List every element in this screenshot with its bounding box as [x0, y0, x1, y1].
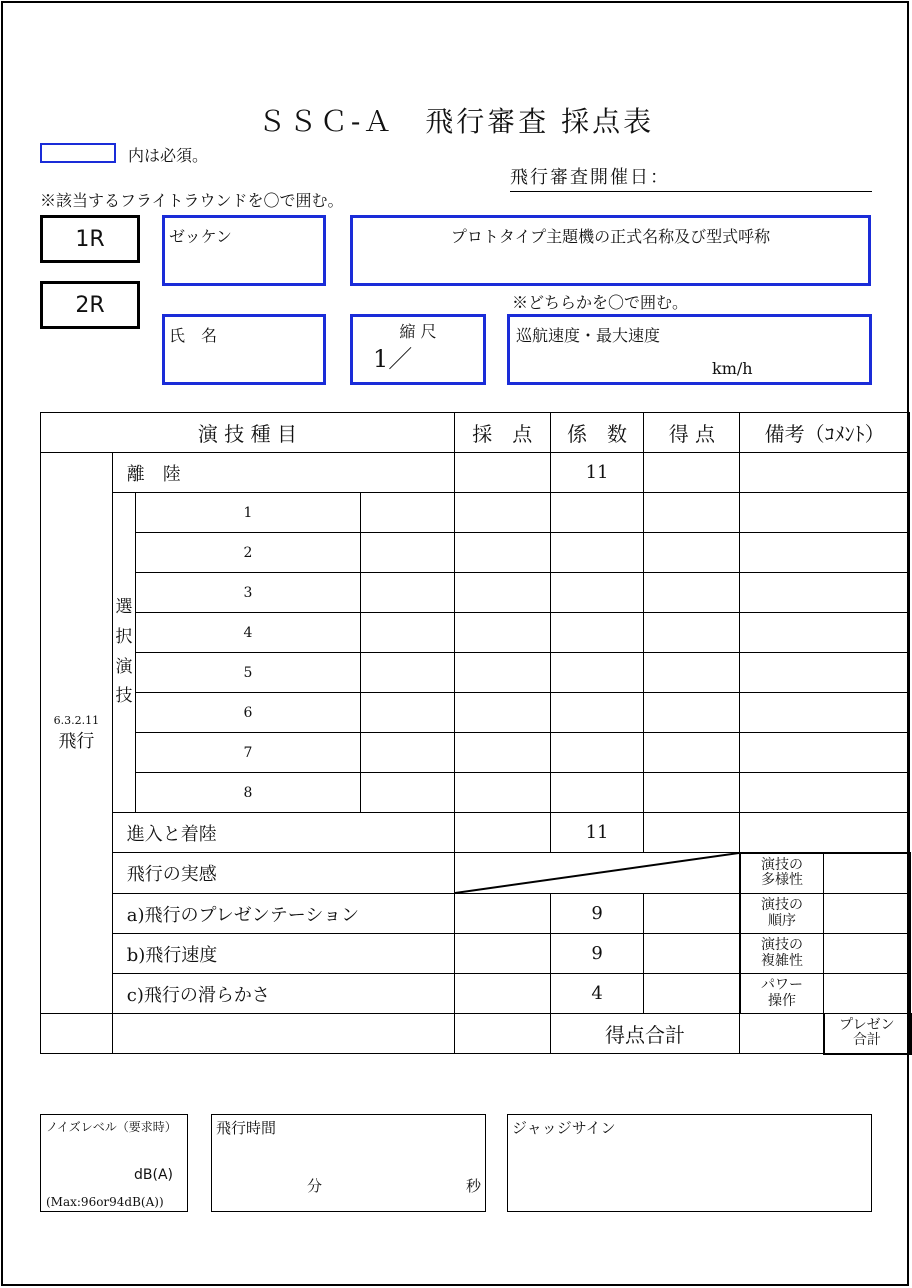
prototype-name-field[interactable] [350, 215, 871, 286]
round-note: ※該当するフライトラウンドを〇で囲む。 [40, 191, 344, 210]
optional-number: 6 [136, 693, 360, 733]
optional-points[interactable] [644, 533, 740, 573]
optional-coef[interactable] [550, 693, 644, 733]
row-landing [41, 813, 912, 853]
optional-name[interactable] [360, 533, 454, 573]
section-cell [41, 453, 113, 1014]
optional-points[interactable] [644, 733, 740, 773]
order-score[interactable] [824, 894, 910, 934]
optional-number: 2 [136, 533, 360, 573]
sub-item-score[interactable] [454, 894, 550, 934]
row-sub-b [41, 934, 912, 974]
optional-coef[interactable] [550, 573, 644, 613]
speed-label: 巡航速度・最大速度 [516, 326, 661, 345]
header-event: 演 技 種 目 [41, 413, 455, 453]
sub-item-score[interactable] [454, 934, 550, 974]
judge-sign-label: ジャッジサイン [512, 1119, 616, 1137]
optional-remark[interactable] [740, 493, 910, 533]
row-optional-4 [41, 613, 912, 653]
choose-note: ※どちらかを〇で囲む。 [512, 293, 689, 312]
total-blank [454, 1014, 550, 1054]
row-optional-3 [41, 573, 912, 613]
speed-unit: km/h [712, 359, 753, 378]
row-realism [41, 853, 912, 894]
variety-label: 演技の 多様性 [740, 853, 824, 894]
row-sub-c [41, 974, 912, 1014]
order-label: 演技の 順序 [740, 894, 824, 934]
optional-points[interactable] [644, 613, 740, 653]
optional-coef[interactable] [550, 653, 644, 693]
noise-field[interactable] [40, 1114, 188, 1212]
row-optional-1 [41, 493, 912, 533]
sub-item-label: a)飛行のプレゼンテーション [112, 894, 454, 934]
scale-field[interactable] [350, 314, 486, 385]
optional-score[interactable] [454, 613, 550, 653]
header-remarks: 備考（ｺﾒﾝﾄ） [740, 413, 910, 453]
flight-time-label: 飛行時間 [216, 1119, 277, 1137]
landing-coef: 11 [550, 813, 644, 853]
optional-points[interactable] [644, 573, 740, 613]
noise-label: ノイズレベル（要求時） [46, 1120, 177, 1134]
optional-number: 3 [136, 573, 360, 613]
scale-value: 1／ [373, 345, 413, 373]
optional-name[interactable] [360, 653, 454, 693]
optional-points[interactable] [644, 693, 740, 733]
noise-note: (Max:96or94dB(A)) [46, 1195, 164, 1209]
variety-score[interactable] [824, 853, 910, 894]
takeoff-coef: 11 [550, 453, 644, 493]
optional-coef[interactable] [550, 733, 644, 773]
section-name: 飛行 [58, 730, 95, 752]
total-blank [41, 1014, 113, 1054]
optional-char: 選 [115, 597, 133, 617]
optional-name[interactable] [360, 773, 454, 813]
sub-item-label: c)飛行の滑らかさ [112, 974, 454, 1014]
row-optional-2 [41, 533, 912, 573]
required-legend-text: 内は必須。 [128, 146, 209, 165]
optional-score[interactable] [454, 493, 550, 533]
takeoff-remark[interactable] [740, 453, 910, 493]
power-label: パワー 操作 [740, 974, 824, 1014]
row-optional-6 [41, 693, 912, 733]
presen-total-value[interactable] [910, 1014, 912, 1054]
total-label: 得点合計 [550, 1014, 740, 1054]
optional-score[interactable] [454, 693, 550, 733]
optional-label-cell [112, 493, 136, 813]
row-sub-a [41, 894, 912, 934]
zekken-field[interactable] [162, 215, 326, 286]
realism-hatched-cell [454, 853, 740, 894]
row-total [41, 1014, 912, 1054]
sub-item-points[interactable] [644, 934, 740, 974]
optional-char: 択 [115, 626, 133, 647]
optional-char: 演 [115, 656, 133, 677]
complexity-score[interactable] [824, 934, 910, 974]
optional-score[interactable] [454, 733, 550, 773]
judge-sign-field[interactable] [507, 1114, 872, 1212]
optional-points[interactable] [644, 773, 740, 813]
sub-item-score[interactable] [454, 974, 550, 1014]
optional-remark[interactable] [740, 733, 910, 773]
total-blank [112, 1014, 454, 1054]
prototype-name-label: プロトタイプ主題機の正式名称及び型式呼称 [450, 227, 771, 246]
optional-name[interactable] [360, 493, 454, 533]
pilot-name-label: 氏 名 [169, 326, 218, 345]
sub-item-points[interactable] [644, 974, 740, 1014]
optional-number: 4 [136, 613, 360, 653]
optional-score[interactable] [454, 653, 550, 693]
optional-remark[interactable] [740, 653, 910, 693]
optional-remark[interactable] [740, 693, 910, 733]
flight-time-field[interactable] [211, 1114, 486, 1212]
score-table [40, 412, 912, 1055]
sub-item-points[interactable] [644, 894, 740, 934]
landing-remark[interactable] [740, 813, 910, 853]
power-score[interactable] [824, 974, 910, 1014]
row-optional-5 [41, 653, 912, 693]
sub-item-label: b)飛行速度 [112, 934, 454, 974]
row-takeoff [41, 453, 912, 493]
optional-name[interactable] [360, 693, 454, 733]
optional-remark[interactable] [740, 773, 910, 813]
optional-remark[interactable] [740, 573, 910, 613]
optional-score[interactable] [454, 573, 550, 613]
header-score: 採 点 [454, 413, 550, 453]
optional-name[interactable] [360, 613, 454, 653]
table-header-row [41, 413, 912, 453]
pilot-name-field[interactable] [162, 314, 326, 385]
optional-name[interactable] [360, 733, 454, 773]
complexity-label: 演技の 複雑性 [740, 934, 824, 974]
required-legend-swatch [40, 143, 116, 163]
takeoff-score[interactable] [454, 453, 550, 493]
realism-label: 飛行の実感 [112, 853, 454, 894]
landing-label: 進入と着陸 [112, 813, 454, 853]
optional-score[interactable] [454, 533, 550, 573]
landing-score[interactable] [454, 813, 550, 853]
section-code: 6.3.2.11 [53, 713, 100, 727]
optional-number: 8 [136, 773, 360, 813]
optional-coef[interactable] [550, 493, 644, 533]
optional-score[interactable] [454, 773, 550, 813]
sub-item-coef: 9 [550, 934, 644, 974]
zekken-label: ゼッケン [169, 227, 232, 246]
takeoff-label: 離 陸 [112, 453, 454, 493]
optional-name[interactable] [360, 573, 454, 613]
optional-number: 5 [136, 653, 360, 693]
speed-field[interactable] [507, 314, 872, 385]
flight-date-label: 飛行審査開催日： [510, 167, 670, 188]
flight-time-sec: 秒 [466, 1177, 482, 1195]
optional-coef[interactable] [550, 613, 644, 653]
optional-remark[interactable] [740, 533, 910, 573]
flight-date-field[interactable] [510, 163, 872, 192]
flight-time-min: 分 [307, 1177, 323, 1195]
optional-remark[interactable] [740, 613, 910, 653]
round-1r-box[interactable]: 1R [40, 215, 140, 263]
optional-number: 1 [136, 493, 360, 533]
row-optional-7 [41, 733, 912, 773]
sub-item-coef: 4 [550, 974, 644, 1014]
optional-char: 技 [115, 686, 133, 707]
optional-number: 7 [136, 733, 360, 773]
row-optional-8 [41, 773, 912, 813]
header-points: 得 点 [644, 413, 740, 453]
scale-label: 縮 尺 [399, 322, 437, 341]
diagonal-line [455, 853, 739, 893]
header-coef: 係 数 [550, 413, 644, 453]
takeoff-points[interactable] [644, 453, 740, 493]
round-2r-box[interactable]: 2R [40, 281, 140, 329]
optional-points[interactable] [644, 493, 740, 533]
optional-points[interactable] [644, 653, 740, 693]
optional-coef[interactable] [550, 773, 644, 813]
total-value[interactable] [740, 1014, 824, 1054]
presen-total-label: プレゼン 合計 [824, 1014, 910, 1054]
noise-unit: dB(A) [134, 1167, 173, 1183]
landing-points[interactable] [644, 813, 740, 853]
page-title: ＳＳＣ-Ａ 飛行審査 採点表 [257, 105, 655, 138]
sub-item-coef: 9 [550, 894, 644, 934]
optional-coef[interactable] [550, 533, 644, 573]
